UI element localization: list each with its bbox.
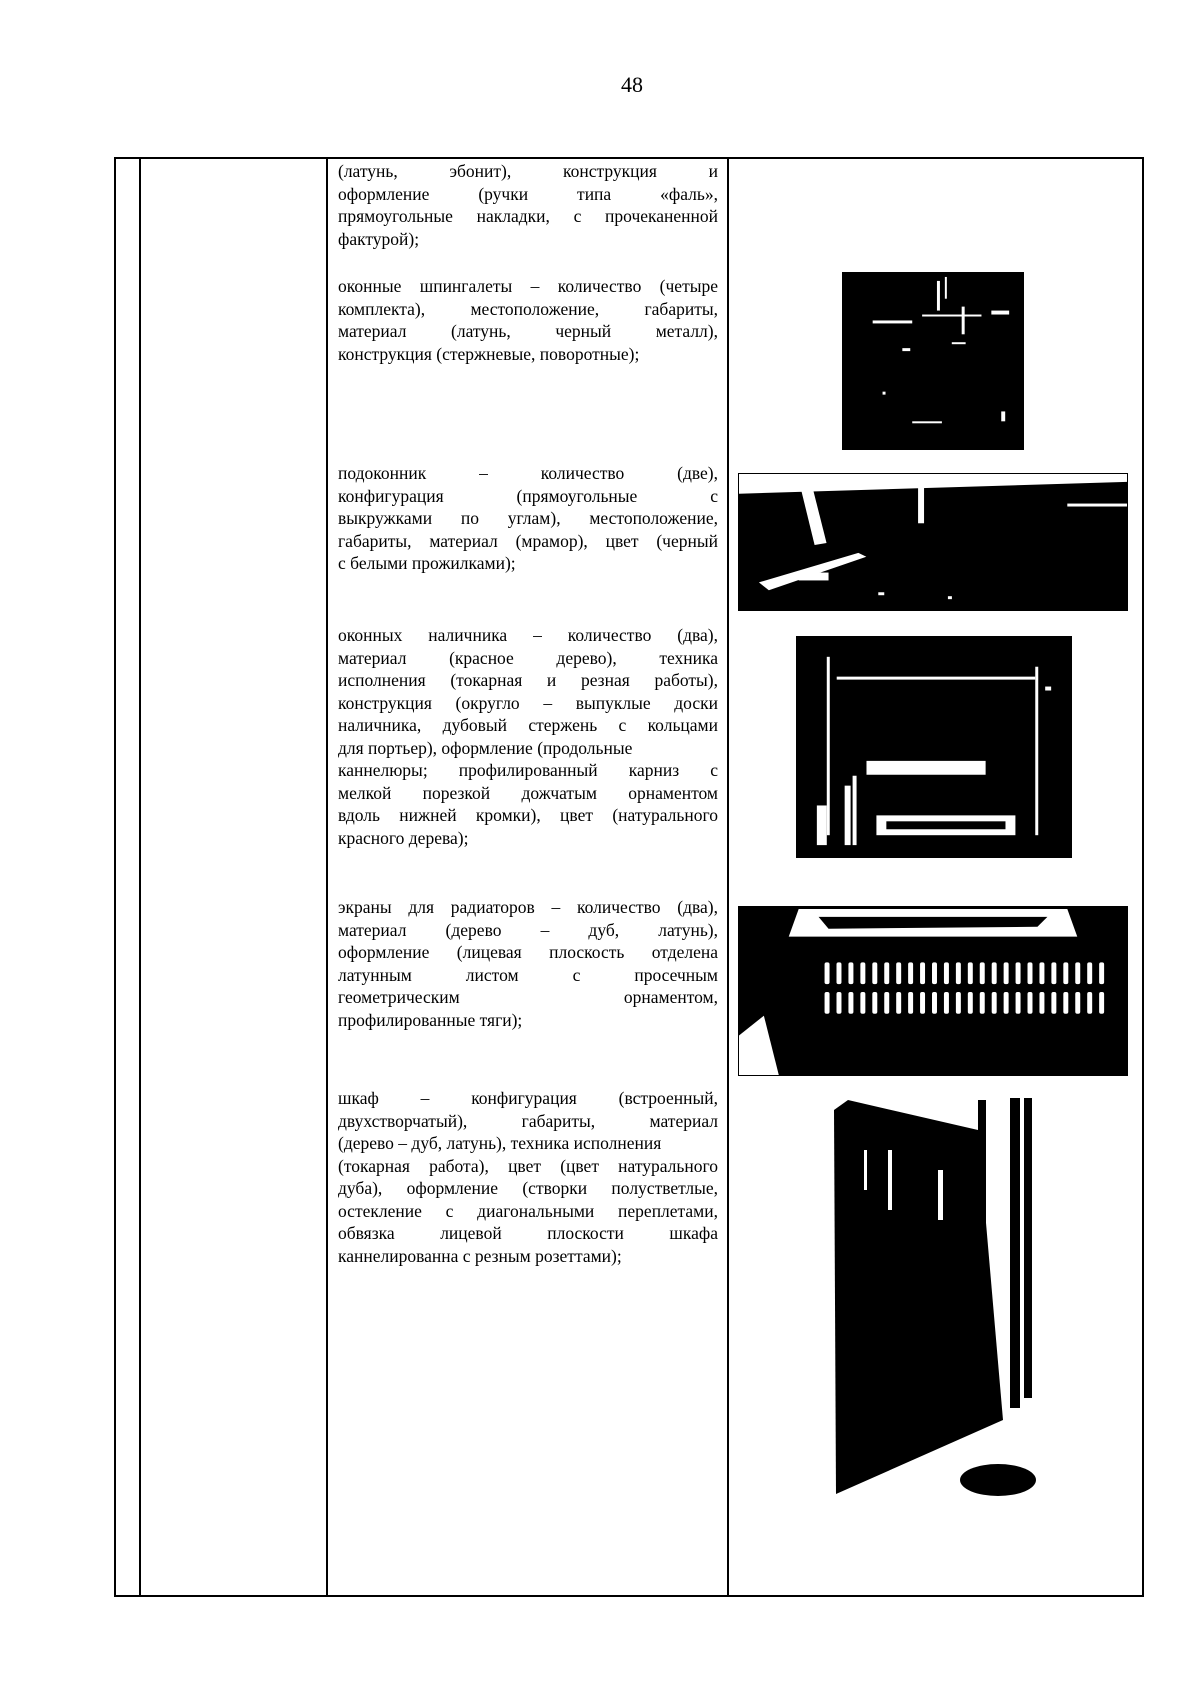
entry-window-sill — [338, 462, 718, 575]
radiator-slat-top — [908, 962, 913, 984]
radiator-slat-top — [920, 962, 925, 984]
photo-cabinet — [828, 1090, 1038, 1498]
radiator-slat-top — [932, 962, 937, 984]
radiator-slat-bottom — [1039, 992, 1044, 1014]
text-line: (латунь, эбонит), конструкция и — [338, 161, 718, 181]
text-line: оформление (ручки типа «фаль», — [338, 183, 718, 204]
column-divider-3 — [727, 157, 729, 1597]
photo-window-sill — [738, 473, 1128, 611]
radiator-slat-top — [872, 962, 877, 984]
radiator-slat-bottom — [848, 992, 853, 1014]
entry-radiator-screens — [338, 896, 718, 1031]
text-line: конфигурация (прямоугольные с — [338, 485, 718, 506]
radiator-slat-bottom — [1016, 992, 1021, 1014]
radiator-slat-bottom — [884, 992, 889, 1014]
text-line: двухстворчатый), габариты, материал — [338, 1110, 718, 1131]
radiator-slat-bottom — [1004, 992, 1009, 1014]
radiator-slat-top — [1039, 962, 1044, 984]
text-line: габариты, материал (мрамор), цвет (черный — [338, 530, 718, 551]
radiator-slat-bottom — [1051, 992, 1056, 1014]
radiator-slat-bottom — [872, 992, 877, 1014]
text-line: оконные шпингалеты – количество (четыре — [338, 276, 718, 296]
radiator-slat-bottom — [908, 992, 913, 1014]
text-line: профилированные тяги); — [338, 1009, 523, 1030]
text-line: с белыми прожилками); — [338, 553, 516, 573]
entry-door-hardware — [338, 160, 718, 250]
radiator-slat-top — [944, 962, 949, 984]
text-line: экраны для радиаторов – количество (два), — [338, 897, 718, 917]
radiator-slat-top — [1063, 962, 1068, 984]
radiator-slat-bottom — [1099, 992, 1104, 1014]
page-number: 48 — [621, 72, 643, 97]
text-line: каннелированна с резным розеттами); — [338, 1245, 622, 1266]
entry-window-casings — [338, 624, 718, 849]
radiator-slat-bottom — [980, 992, 985, 1014]
text-line: подоконник – количество (две), — [338, 463, 718, 483]
entry-cabinet — [338, 1087, 718, 1267]
radiator-slat-top — [1087, 962, 1092, 984]
radiator-slat-bottom — [1087, 992, 1092, 1014]
entry-window-latches — [338, 275, 718, 365]
radiator-slat-bottom — [956, 992, 961, 1014]
text-line: исполнения (токарная и резная работы), — [338, 670, 718, 690]
radiator-slat-bottom — [920, 992, 925, 1014]
radiator-slat-bottom — [932, 992, 937, 1014]
radiator-slat-top — [1051, 962, 1056, 984]
radiator-slat-top — [896, 962, 901, 984]
text-line: мелкой порезкой дожчатым орнаментом — [338, 782, 718, 803]
radiator-slat-bottom — [836, 992, 841, 1014]
radiator-slat-top — [1028, 962, 1033, 984]
text-line: латунным листом с просечным — [338, 964, 718, 985]
text-line: каннелюры; профилированный карниз с — [338, 760, 718, 780]
radiator-slat-bottom — [896, 992, 901, 1014]
radiator-slat-top — [825, 962, 830, 984]
text-line: обвязка лицевой плоскости шкафа — [338, 1223, 718, 1243]
text-line: оформление (лицевая плоскость отделена — [338, 942, 718, 962]
radiator-slat-top — [1016, 962, 1021, 984]
column-divider-1 — [139, 157, 141, 1597]
radiator-slat-top — [980, 962, 985, 984]
radiator-slat-bottom — [825, 992, 830, 1014]
radiator-slat-bottom — [992, 992, 997, 1014]
text-line: остекление с диагональными переплетами, — [338, 1200, 718, 1221]
text-line: (дерево – дуб, латунь), техника исполнения — [338, 1133, 662, 1153]
text-line: геометрическим орнаментом, — [338, 987, 718, 1007]
text-line: дуба), оформление (створки полустветлые, — [338, 1178, 718, 1198]
text-line: красного дерева); — [338, 827, 469, 848]
text-line: шкаф – конфигурация (встроенный, — [338, 1088, 718, 1108]
text-line: оконных наличника – количество (два), — [338, 625, 718, 645]
text-line: материал (красное дерево), техника — [338, 647, 718, 668]
radiator-slat-top — [968, 962, 973, 984]
radiator-slat-top — [992, 962, 997, 984]
photo-radiator-screens — [738, 906, 1128, 1076]
text-line: вдоль нижней кромки), цвет (натурального — [338, 805, 718, 825]
text-line: выкружками по углам), местоположение, — [338, 508, 718, 528]
radiator-slat-bottom — [1063, 992, 1068, 1014]
text-line: конструкция (стержневые, поворотные); — [338, 343, 640, 364]
radiator-slat-bottom — [944, 992, 949, 1014]
radiator-slat-bottom — [1075, 992, 1080, 1014]
radiator-slat-top — [860, 962, 865, 984]
text-line: фактурой); — [338, 228, 420, 249]
text-line: для портьер), оформление (продольные — [338, 737, 633, 758]
radiator-slat-top — [1075, 962, 1080, 984]
text-line: комплекта), местоположение, габариты, — [338, 298, 718, 319]
text-line: материал (латунь, черный металл), — [338, 321, 718, 341]
radiator-slat-top — [1099, 962, 1104, 984]
photo-window-casings — [796, 636, 1072, 858]
text-line: материал (дерево – дуб, латунь), — [338, 919, 718, 940]
text-line: конструкция (округло – выпуклые доски — [338, 692, 718, 713]
column-divider-2 — [326, 157, 328, 1597]
radiator-slat-top — [836, 962, 841, 984]
text-line: (токарная работа), цвет (цвет натурального — [338, 1155, 718, 1176]
radiator-slat-top — [848, 962, 853, 984]
text-line: прямоугольные накладки, с прочеканенной — [338, 206, 718, 226]
radiator-slat-bottom — [1028, 992, 1033, 1014]
radiator-slat-bottom — [860, 992, 865, 1014]
radiator-slat-top — [956, 962, 961, 984]
radiator-slat-top — [1004, 962, 1009, 984]
radiator-slat-bottom — [968, 992, 973, 1014]
radiator-slat-top — [884, 962, 889, 984]
text-line: наличника, дубовый стержень с кольцами — [338, 715, 718, 735]
photo-window-latches — [842, 272, 1024, 450]
